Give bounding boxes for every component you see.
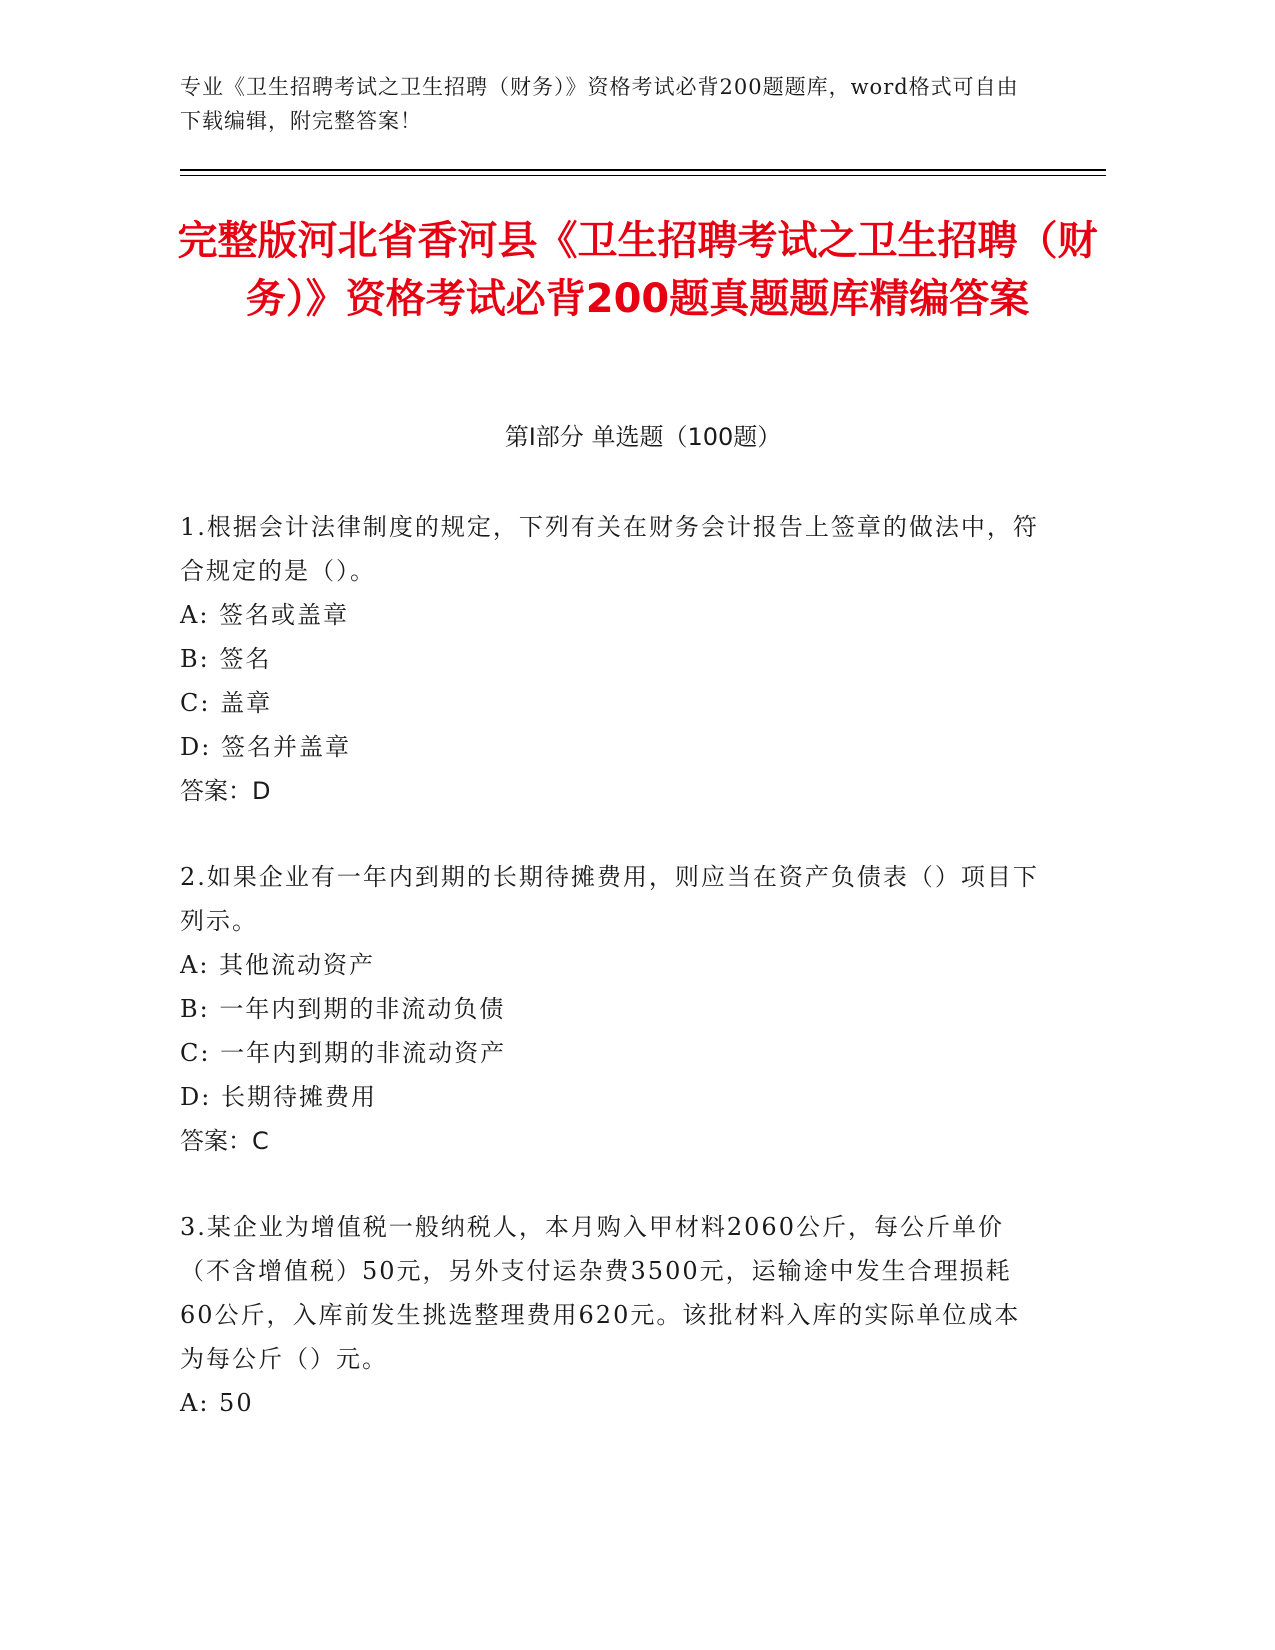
- option-d: D: 签名并盖章: [180, 733, 351, 761]
- option-a: A: 其他流动资产: [180, 951, 376, 979]
- option-a: A: 50: [180, 1389, 254, 1417]
- header-rule-thick: [180, 169, 1106, 171]
- option-a: A: 签名或盖章: [180, 601, 350, 629]
- option-d: D: 长期待摊费用: [180, 1083, 377, 1111]
- header-rule-thin: [180, 175, 1106, 176]
- question-list: [180, 505, 1040, 1467]
- option-c: C: 盖章: [180, 689, 273, 717]
- question-text: 1.根据会计法律制度的规定，下列有关在财务会计报告上签章的做法中，符合规定的是（）。: [180, 513, 1039, 585]
- option-c: C: 一年内到期的非流动资产: [180, 1039, 507, 1067]
- option-b: B: 签名: [180, 645, 272, 673]
- answer: 答案：C: [180, 1127, 269, 1155]
- option-b: B: 一年内到期的非流动负债: [180, 995, 506, 1023]
- question-2: [180, 855, 1040, 1163]
- section-heading: 第Ⅰ部分 单选题（100题）: [504, 423, 782, 451]
- header-text: 专业《卫生招聘考试之卫生招聘（财务）》资格考试必背200题题库，word格式可自由下载编辑，附完整答案！: [180, 75, 1019, 133]
- question-text: 2.如果企业有一年内到期的长期待摊费用，则应当在资产负债表（）项目下列示。: [180, 863, 1039, 935]
- question-text: 3.某企业为增值税一般纳税人，本月购入甲材料2060公斤，每公斤单价（不含增值税）50元，另外支付运杂费3500元，运输途中发生合理损耗60公斤，入库前发生挑选整理费用620元。该批材料入库的实际单位成本为每公斤（）元。: [180, 1213, 1021, 1373]
- question-3: [180, 1205, 1040, 1425]
- answer: 答案：D: [180, 777, 271, 805]
- document-title: 完整版河北省香河县《卫生招聘考试之卫生招聘（财务）》资格考试必背200题真题题库精编答案: [177, 218, 1098, 322]
- question-1: [180, 505, 1040, 813]
- document-header: [180, 70, 1040, 138]
